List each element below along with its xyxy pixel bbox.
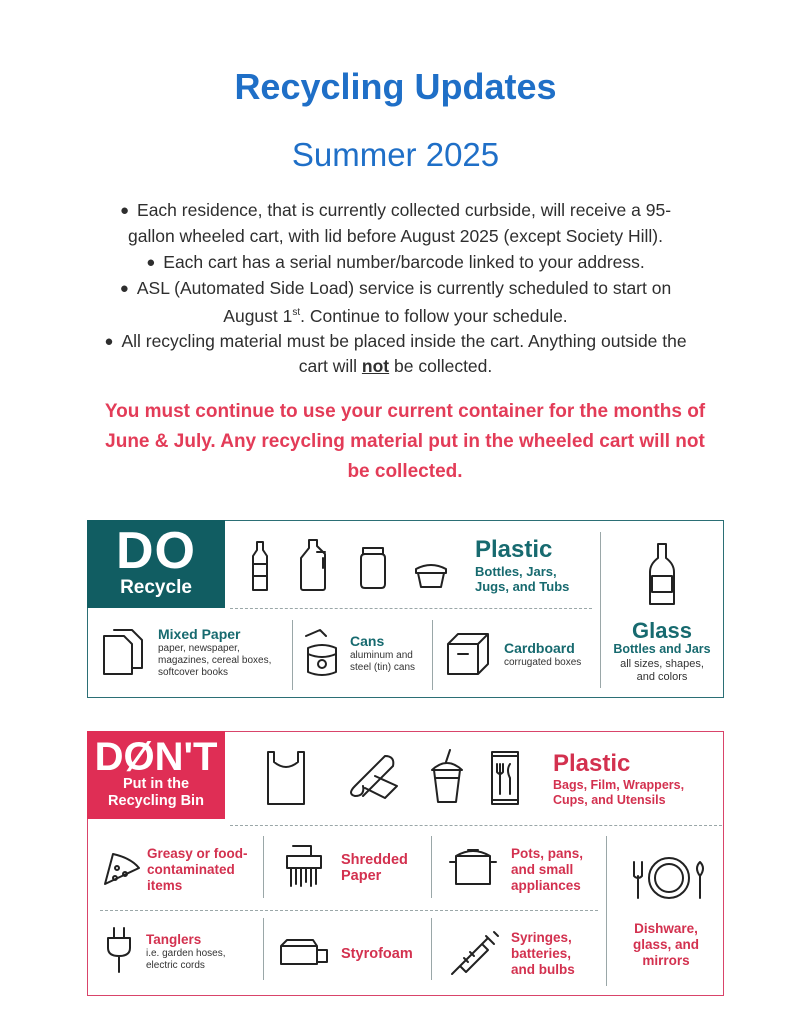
glass-subtitle: Bottles and Jars	[613, 642, 711, 656]
do-plastic-title: Plastic	[475, 536, 553, 563]
cans-description: aluminum and steel (tin) cans	[350, 650, 416, 673]
styrofoam-label: Styrofoam	[341, 946, 413, 962]
greasy-items-label: Greasy or food- contaminated items	[147, 846, 248, 893]
utensils-wrapper-icon	[490, 750, 520, 806]
bullet-2: ● Each cart has a serial number/barcode linked to your address.	[146, 252, 645, 272]
can-icon	[302, 628, 342, 678]
cardboard-description: corrugated boxes	[504, 657, 582, 668]
bullet-1-line-2: gallon wheeled cart, with lid before August 2025 (except Society Hill).	[127, 226, 663, 246]
paper-icon	[102, 628, 146, 676]
warning-notice: You must continue to use your current container for the months of June & July. Any recycling material put in the wheeled cart will not be collected.	[104, 401, 706, 482]
bullet-1-line-1: ● Each residence, that is currently collected curbside, will receive a 95-	[119, 200, 672, 220]
page-title: Recycling Updates	[234, 66, 557, 107]
dont-recycle-badge: DØN'T Put in the Recycling Bin	[87, 731, 225, 819]
jar-icon	[357, 546, 389, 590]
shredded-paper-label: Shredded Paper	[341, 852, 408, 884]
pot-icon	[448, 846, 498, 888]
tub-icon	[414, 563, 448, 591]
jug-icon	[297, 538, 333, 592]
plate-icon	[628, 856, 710, 900]
shredder-icon	[285, 844, 323, 888]
plug-icon	[104, 926, 134, 974]
bullet-3-line-2: August 1st. Continue to follow your schedule.	[223, 305, 568, 326]
do-plastic-subtitle: Bottles, Jars, Jugs, and Tubs	[475, 564, 570, 594]
do-recycle-badge: DO Recycle	[87, 520, 225, 608]
mixed-paper-description: paper, newspaper, magazines, cereal boxes, softcover books	[158, 643, 272, 678]
bottle-icon	[248, 540, 272, 592]
pots-pans-label: Pots, pans, and small appliances	[511, 846, 584, 893]
cup-icon	[430, 748, 464, 806]
bullet-4-line-1: ● All recycling material must be placed inside the cart. Anything outside the	[104, 331, 687, 351]
dishware-label: Dishware, glass, and mirrors	[632, 921, 700, 968]
cardboard-box-icon	[446, 632, 490, 676]
bullet-4-line-2: cart will not be collected.	[298, 356, 493, 376]
cardboard-title: Cardboard	[504, 640, 575, 656]
film-roll-icon	[345, 752, 403, 800]
dont-plastic-title: Plastic	[553, 750, 631, 777]
tanglers-description: i.e. garden hoses, electric cords	[146, 948, 226, 971]
syringes-label: Syringes, batteries, and bulbs	[511, 930, 575, 977]
plastic-bag-icon	[266, 750, 306, 806]
cans-title: Cans	[350, 633, 385, 649]
glass-title: Glass	[632, 618, 692, 643]
bullet-3-line-1: ● ASL (Automated Side Load) service is currently scheduled to start on	[119, 278, 672, 298]
tanglers-title: Tanglers	[146, 932, 202, 947]
syringe-icon	[450, 928, 500, 976]
dont-plastic-subtitle: Bags, Film, Wrappers, Cups, and Utensils	[553, 778, 685, 807]
styrofoam-container-icon	[279, 938, 331, 966]
glass-bottle-icon	[648, 542, 676, 608]
mixed-paper-title: Mixed Paper	[158, 626, 241, 642]
page-subtitle: Summer 2025	[291, 136, 500, 173]
glass-description: all sizes, shapes, and colors	[620, 658, 704, 683]
pizza-icon	[101, 846, 141, 886]
